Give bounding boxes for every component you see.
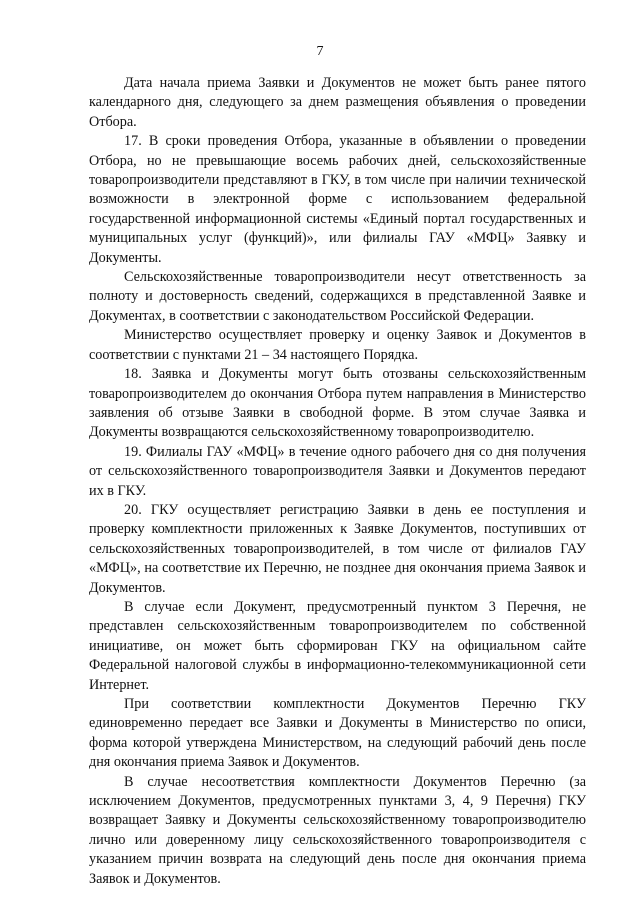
- paragraph-missing-document: В случае если Документ, предусмотренный пунктом 3 Перечня, не представлен сельскохозяйственным товаропроизводителем по собственной инициативе, он может быть сформирован ГКУ на официальном сайте Федеральной налоговой службы в информационно-телекоммуникационной сети Интернет.: [89, 598, 586, 693]
- document-body: [89, 74, 586, 889]
- paragraph-application-start-date: Дата начала приема Заявки и Документов не может быть ранее пятого календарного дня, следующего за днем размещения объявления о проведении Отбора.: [89, 75, 586, 130]
- paragraph-producer-responsibility: Сельскохозяйственные товаропроизводители несут ответственность за полноту и достоверность сведений, содержащихся в представленной Заявке и Документах, в соответствии с законодательством Российской Федерации.: [89, 269, 586, 324]
- paragraph-20-registration: 20. ГКУ осуществляет регистрацию Заявки в день ее поступления и проверку комплектности приложенных к Заявке Документов, поступивших от сельскохозяйственных товаропроизводителей, в том числе от филиалов ГАУ «МФЦ», на соответствие их Перечню, не позднее дня окончания приема Заявок и Документов.: [89, 501, 586, 596]
- paragraph-complete-set-transfer: При соответствии комплектности Документов Перечню ГКУ единовременно передает все Заявки и Документы в Министерство по описи, форма которой утверждена Министерством, на следующий рабочий день после дня окончания приема Заявок и Документов.: [89, 696, 586, 771]
- paragraph-19-mfc-transfer: 19. Филиалы ГАУ «МФЦ» в течение одного рабочего дня со дня получения от сельскохозяйственного товаропроизводителя Заявки и Документов передают их в ГКУ.: [89, 443, 586, 499]
- page-number: 7: [316, 44, 324, 59]
- paragraph-18-withdrawal: 18. Заявка и Документы могут быть отозваны сельскохозяйственным товаропроизводителем до окончания Отбора путем направления в Министерство заявления об отзыве Заявки в свободной форме. В этом случае Заявка и Документы возвращаются сельскохозяйственному товаропроизводителю.: [89, 366, 586, 441]
- paragraph-17-submission: 17. В сроки проведения Отбора, указанные в объявлении о проведении Отбора, но не превышающие восемь рабочих дней, сельскохозяйственные товаропроизводители представляют в ГКУ, в том числе при наличии технической возможности в электронной форме с использованием федеральной государственной информационной системы «Единый портал государственных и муниципальных услуг (функций)», или филиалы ГАУ «МФЦ» Заявку и Документы.: [89, 133, 586, 266]
- paragraph-ministry-review: Министерство осуществляет проверку и оценку Заявок и Документов в соответствии с пунктами 21 – 34 настоящего Порядка.: [89, 327, 586, 363]
- paragraph-incomplete-set-return: В случае несоответствия комплектности Документов Перечню (за исключением Документов, предусмотренных пунктами 3, 4, 9 Перечня) ГКУ возвращает Заявку и Документы сельскохозяйственному товаропроизводителю лично или доверенному лицу сельскохозяйственного товаропроизводителя с указанием причин возврата на следующий день после дня окончания приема Заявок и Документов.: [89, 773, 586, 887]
